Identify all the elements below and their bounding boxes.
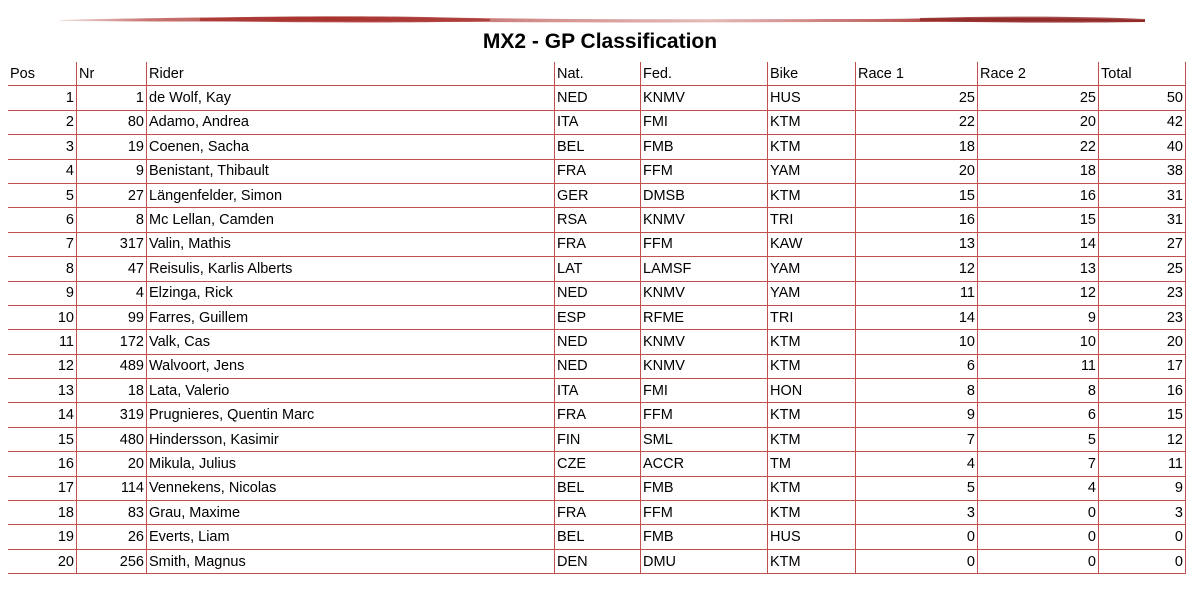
table-row	[8, 86, 1186, 110]
cell-fed: DMU	[641, 550, 768, 574]
table-row	[8, 282, 1186, 306]
cell-race1: 25	[856, 86, 978, 110]
cell-race1: 5	[856, 477, 978, 501]
cell-nat: FRA	[555, 403, 641, 427]
cell-nat: ESP	[555, 306, 641, 330]
cell-race1: 8	[856, 379, 978, 403]
cell-rider: Smith, Magnus	[147, 550, 555, 574]
cell-fed: FMI	[641, 379, 768, 403]
cell-nat: FIN	[555, 428, 641, 452]
cell-pos: 2	[8, 111, 77, 135]
cell-total: 9	[1099, 477, 1186, 501]
table-row	[8, 257, 1186, 281]
column-header-total: Total	[1099, 62, 1186, 86]
cell-nat: FRA	[555, 233, 641, 257]
cell-race2: 16	[978, 184, 1099, 208]
column-header-race1: Race 1	[856, 62, 978, 86]
cell-race2: 0	[978, 550, 1099, 574]
table-row	[8, 111, 1186, 135]
cell-total: 12	[1099, 428, 1186, 452]
cell-bike: KTM	[768, 403, 856, 427]
table-row	[8, 184, 1186, 208]
cell-nr: 26	[77, 525, 147, 549]
cell-nat: DEN	[555, 550, 641, 574]
cell-total: 17	[1099, 355, 1186, 379]
cell-bike: KTM	[768, 550, 856, 574]
cell-fed: RFME	[641, 306, 768, 330]
cell-race1: 12	[856, 257, 978, 281]
cell-rider: Längenfelder, Simon	[147, 184, 555, 208]
cell-total: 38	[1099, 160, 1186, 184]
cell-rider: Walvoort, Jens	[147, 355, 555, 379]
cell-total: 3	[1099, 501, 1186, 525]
cell-race1: 0	[856, 525, 978, 549]
cell-bike: KTM	[768, 355, 856, 379]
cell-fed: FFM	[641, 501, 768, 525]
cell-pos: 12	[8, 355, 77, 379]
cell-pos: 1	[8, 86, 77, 110]
cell-nr: 18	[77, 379, 147, 403]
cell-rider: Benistant, Thibault	[147, 160, 555, 184]
cell-total: 50	[1099, 86, 1186, 110]
cell-race2: 20	[978, 111, 1099, 135]
cell-rider: Grau, Maxime	[147, 501, 555, 525]
cell-race2: 18	[978, 160, 1099, 184]
cell-nr: 20	[77, 452, 147, 476]
cell-rider: Mikula, Julius	[147, 452, 555, 476]
cell-bike: KTM	[768, 135, 856, 159]
cell-pos: 9	[8, 282, 77, 306]
cell-nat: ITA	[555, 111, 641, 135]
cell-rider: Everts, Liam	[147, 525, 555, 549]
table-row	[8, 452, 1186, 476]
table-row	[8, 355, 1186, 379]
cell-bike: HON	[768, 379, 856, 403]
cell-nr: 8	[77, 208, 147, 232]
cell-pos: 10	[8, 306, 77, 330]
cell-nr: 19	[77, 135, 147, 159]
cell-race2: 7	[978, 452, 1099, 476]
cell-fed: FFM	[641, 160, 768, 184]
cell-bike: YAM	[768, 257, 856, 281]
cell-pos: 7	[8, 233, 77, 257]
cell-nr: 489	[77, 355, 147, 379]
cell-nat: GER	[555, 184, 641, 208]
cell-bike: TRI	[768, 306, 856, 330]
cell-nat: RSA	[555, 208, 641, 232]
cell-fed: FMB	[641, 135, 768, 159]
cell-nat: BEL	[555, 477, 641, 501]
cell-nr: 27	[77, 184, 147, 208]
cell-nat: NED	[555, 282, 641, 306]
cell-race1: 18	[856, 135, 978, 159]
classification-table	[8, 62, 1186, 574]
cell-race1: 7	[856, 428, 978, 452]
decorative-brush-stroke	[60, 14, 1145, 26]
cell-race2: 14	[978, 233, 1099, 257]
cell-bike: YAM	[768, 160, 856, 184]
cell-race2: 22	[978, 135, 1099, 159]
cell-rider: Adamo, Andrea	[147, 111, 555, 135]
cell-nr: 47	[77, 257, 147, 281]
column-header-nat: Nat.	[555, 62, 641, 86]
cell-rider: Lata, Valerio	[147, 379, 555, 403]
cell-race1: 10	[856, 330, 978, 354]
cell-rider: Valk, Cas	[147, 330, 555, 354]
cell-race2: 10	[978, 330, 1099, 354]
cell-race2: 9	[978, 306, 1099, 330]
cell-nat: NED	[555, 355, 641, 379]
cell-pos: 13	[8, 379, 77, 403]
cell-pos: 15	[8, 428, 77, 452]
table-row	[8, 550, 1186, 574]
cell-bike: KTM	[768, 501, 856, 525]
cell-nr: 9	[77, 160, 147, 184]
cell-total: 25	[1099, 257, 1186, 281]
cell-total: 23	[1099, 306, 1186, 330]
cell-race2: 8	[978, 379, 1099, 403]
cell-bike: KTM	[768, 111, 856, 135]
cell-race1: 16	[856, 208, 978, 232]
cell-total: 11	[1099, 452, 1186, 476]
cell-nat: BEL	[555, 525, 641, 549]
table-row	[8, 208, 1186, 232]
cell-race1: 22	[856, 111, 978, 135]
header-row	[8, 62, 1186, 86]
cell-fed: FMB	[641, 477, 768, 501]
cell-nr: 114	[77, 477, 147, 501]
table-row	[8, 501, 1186, 525]
column-header-pos: Pos	[8, 62, 77, 86]
table-row	[8, 233, 1186, 257]
cell-nat: NED	[555, 86, 641, 110]
cell-race2: 13	[978, 257, 1099, 281]
cell-total: 15	[1099, 403, 1186, 427]
cell-rider: Hindersson, Kasimir	[147, 428, 555, 452]
cell-nr: 317	[77, 233, 147, 257]
table-row	[8, 403, 1186, 427]
cell-race2: 15	[978, 208, 1099, 232]
cell-pos: 3	[8, 135, 77, 159]
table-row	[8, 330, 1186, 354]
cell-nr: 4	[77, 282, 147, 306]
cell-race2: 0	[978, 501, 1099, 525]
cell-fed: KNMV	[641, 330, 768, 354]
cell-pos: 8	[8, 257, 77, 281]
table-row	[8, 379, 1186, 403]
cell-nr: 319	[77, 403, 147, 427]
cell-fed: FFM	[641, 233, 768, 257]
table-row	[8, 428, 1186, 452]
table-row	[8, 160, 1186, 184]
cell-fed: KNMV	[641, 86, 768, 110]
cell-bike: KTM	[768, 184, 856, 208]
cell-nat: FRA	[555, 160, 641, 184]
cell-pos: 5	[8, 184, 77, 208]
cell-pos: 6	[8, 208, 77, 232]
cell-total: 31	[1099, 208, 1186, 232]
cell-fed: FFM	[641, 403, 768, 427]
cell-total: 23	[1099, 282, 1186, 306]
table-row	[8, 135, 1186, 159]
cell-race2: 25	[978, 86, 1099, 110]
cell-total: 0	[1099, 525, 1186, 549]
cell-rider: Prugnieres, Quentin Marc	[147, 403, 555, 427]
cell-nr: 99	[77, 306, 147, 330]
cell-fed: KNMV	[641, 208, 768, 232]
cell-race2: 11	[978, 355, 1099, 379]
cell-bike: TM	[768, 452, 856, 476]
cell-race2: 12	[978, 282, 1099, 306]
cell-nat: NED	[555, 330, 641, 354]
cell-rider: Reisulis, Karlis Alberts	[147, 257, 555, 281]
cell-rider: Coenen, Sacha	[147, 135, 555, 159]
cell-rider: de Wolf, Kay	[147, 86, 555, 110]
cell-race1: 0	[856, 550, 978, 574]
cell-fed: LAMSF	[641, 257, 768, 281]
cell-pos: 19	[8, 525, 77, 549]
cell-pos: 18	[8, 501, 77, 525]
cell-rider: Elzinga, Rick	[147, 282, 555, 306]
cell-bike: HUS	[768, 86, 856, 110]
cell-fed: FMB	[641, 525, 768, 549]
column-header-race2: Race 2	[978, 62, 1099, 86]
cell-bike: KTM	[768, 477, 856, 501]
cell-fed: FMI	[641, 111, 768, 135]
cell-race1: 20	[856, 160, 978, 184]
cell-nr: 256	[77, 550, 147, 574]
cell-nr: 1	[77, 86, 147, 110]
cell-pos: 17	[8, 477, 77, 501]
cell-rider: Mc Lellan, Camden	[147, 208, 555, 232]
cell-race2: 5	[978, 428, 1099, 452]
cell-rider: Vennekens, Nicolas	[147, 477, 555, 501]
cell-total: 0	[1099, 550, 1186, 574]
cell-total: 42	[1099, 111, 1186, 135]
cell-race1: 11	[856, 282, 978, 306]
cell-bike: KTM	[768, 330, 856, 354]
cell-bike: KAW	[768, 233, 856, 257]
column-header-bike: Bike	[768, 62, 856, 86]
cell-bike: YAM	[768, 282, 856, 306]
cell-race1: 14	[856, 306, 978, 330]
cell-nr: 172	[77, 330, 147, 354]
cell-rider: Farres, Guillem	[147, 306, 555, 330]
cell-pos: 11	[8, 330, 77, 354]
cell-fed: SML	[641, 428, 768, 452]
table-body	[8, 86, 1186, 574]
cell-race1: 13	[856, 233, 978, 257]
cell-pos: 4	[8, 160, 77, 184]
cell-fed: DMSB	[641, 184, 768, 208]
cell-pos: 14	[8, 403, 77, 427]
cell-total: 20	[1099, 330, 1186, 354]
cell-total: 16	[1099, 379, 1186, 403]
cell-total: 31	[1099, 184, 1186, 208]
cell-nr: 83	[77, 501, 147, 525]
cell-nr: 480	[77, 428, 147, 452]
table-row	[8, 306, 1186, 330]
cell-race2: 6	[978, 403, 1099, 427]
column-header-nr: Nr	[77, 62, 147, 86]
column-header-rider: Rider	[147, 62, 555, 86]
cell-race1: 9	[856, 403, 978, 427]
column-header-fed: Fed.	[641, 62, 768, 86]
cell-nat: BEL	[555, 135, 641, 159]
cell-bike: HUS	[768, 525, 856, 549]
cell-nr: 80	[77, 111, 147, 135]
cell-fed: ACCR	[641, 452, 768, 476]
cell-total: 40	[1099, 135, 1186, 159]
cell-nat: CZE	[555, 452, 641, 476]
cell-fed: KNMV	[641, 355, 768, 379]
table-row	[8, 477, 1186, 501]
cell-nat: FRA	[555, 501, 641, 525]
cell-race1: 15	[856, 184, 978, 208]
cell-race1: 6	[856, 355, 978, 379]
cell-rider: Valin, Mathis	[147, 233, 555, 257]
cell-bike: KTM	[768, 428, 856, 452]
cell-pos: 16	[8, 452, 77, 476]
page-title: MX2 - GP Classification	[482, 30, 718, 53]
cell-fed: KNMV	[641, 282, 768, 306]
table-row	[8, 525, 1186, 549]
cell-race1: 4	[856, 452, 978, 476]
cell-nat: ITA	[555, 379, 641, 403]
cell-nat: LAT	[555, 257, 641, 281]
cell-race2: 0	[978, 525, 1099, 549]
cell-race1: 3	[856, 501, 978, 525]
cell-total: 27	[1099, 233, 1186, 257]
cell-race2: 4	[978, 477, 1099, 501]
cell-bike: TRI	[768, 208, 856, 232]
cell-pos: 20	[8, 550, 77, 574]
